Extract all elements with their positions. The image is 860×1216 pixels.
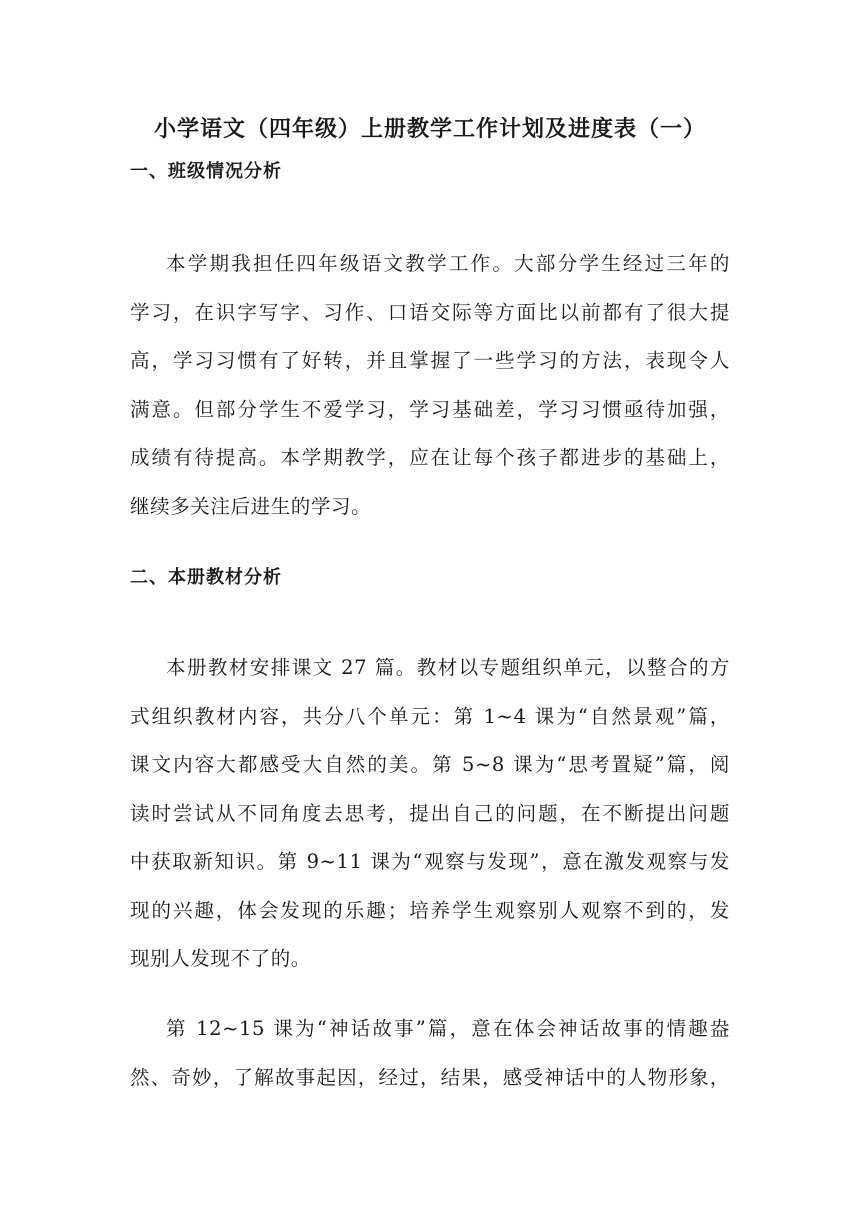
paragraph-line: 中获取新知识。第 9~11 课为“观察与发现”，意在激发观察与发: [130, 850, 730, 873]
document-title: 小学语文（四年级）上册教学工作计划及进度表（一）: [153, 116, 706, 142]
paragraph-line: 成绩有待提高。本学期教学，应在让每个孩子都进步的基础上，: [130, 446, 730, 469]
paragraph-line: 读时尝试从不同角度去思考，提出自己的问题，在不断提出问题: [130, 801, 730, 825]
paragraph-line: 满意。但部分学生不爱学习，学习基础差，学习习惯亟待加强，: [130, 397, 730, 421]
paragraph-line: 现的兴趣，体会发现的乐趣；培养学生观察别人观察不到的，发: [130, 898, 730, 922]
paragraph-line: 高，学习习惯有了好转，并且掌握了一些学习的方法，表现令人: [130, 349, 730, 372]
paragraph-line: 第 12~15 课为“神话故事”篇，意在体会神话故事的情趣盎: [166, 1017, 730, 1040]
paragraph-class-analysis: [130, 240, 730, 531]
paragraph-line: 本册教材安排课文 27 篇。教材以专题组织单元，以整合的方: [166, 656, 730, 679]
paragraph-line: 本学期我担任四年级语文教学工作。大部分学生经过三年的: [166, 252, 730, 275]
paragraph-line: 式组织教材内容，共分八个单元：第 1~4 课为“自然景观”篇，: [130, 704, 730, 728]
paragraph-myth-stories: [130, 1005, 730, 1102]
section-heading-class-analysis: 一、班级情况分析: [130, 161, 282, 182]
paragraph-line: 学习，在识字写字、习作、口语交际等方面比以前都有了很大提: [130, 300, 730, 324]
paragraph-line: 现别人发现不了的。: [130, 947, 311, 970]
paragraph-line: 继续多关注后进生的学习。: [130, 494, 372, 518]
paragraph-line: 然、奇妙，了解故事起因，经过，结果，感受神话中的人物形象，: [130, 1065, 730, 1089]
paragraph-line: 课文内容大都感受大自然的美。第 5~8 课为“思考置疑”篇，阅: [130, 753, 730, 776]
paragraph-textbook-analysis: [130, 644, 730, 984]
section-heading-textbook-analysis: 二、本册教材分析: [130, 567, 282, 588]
